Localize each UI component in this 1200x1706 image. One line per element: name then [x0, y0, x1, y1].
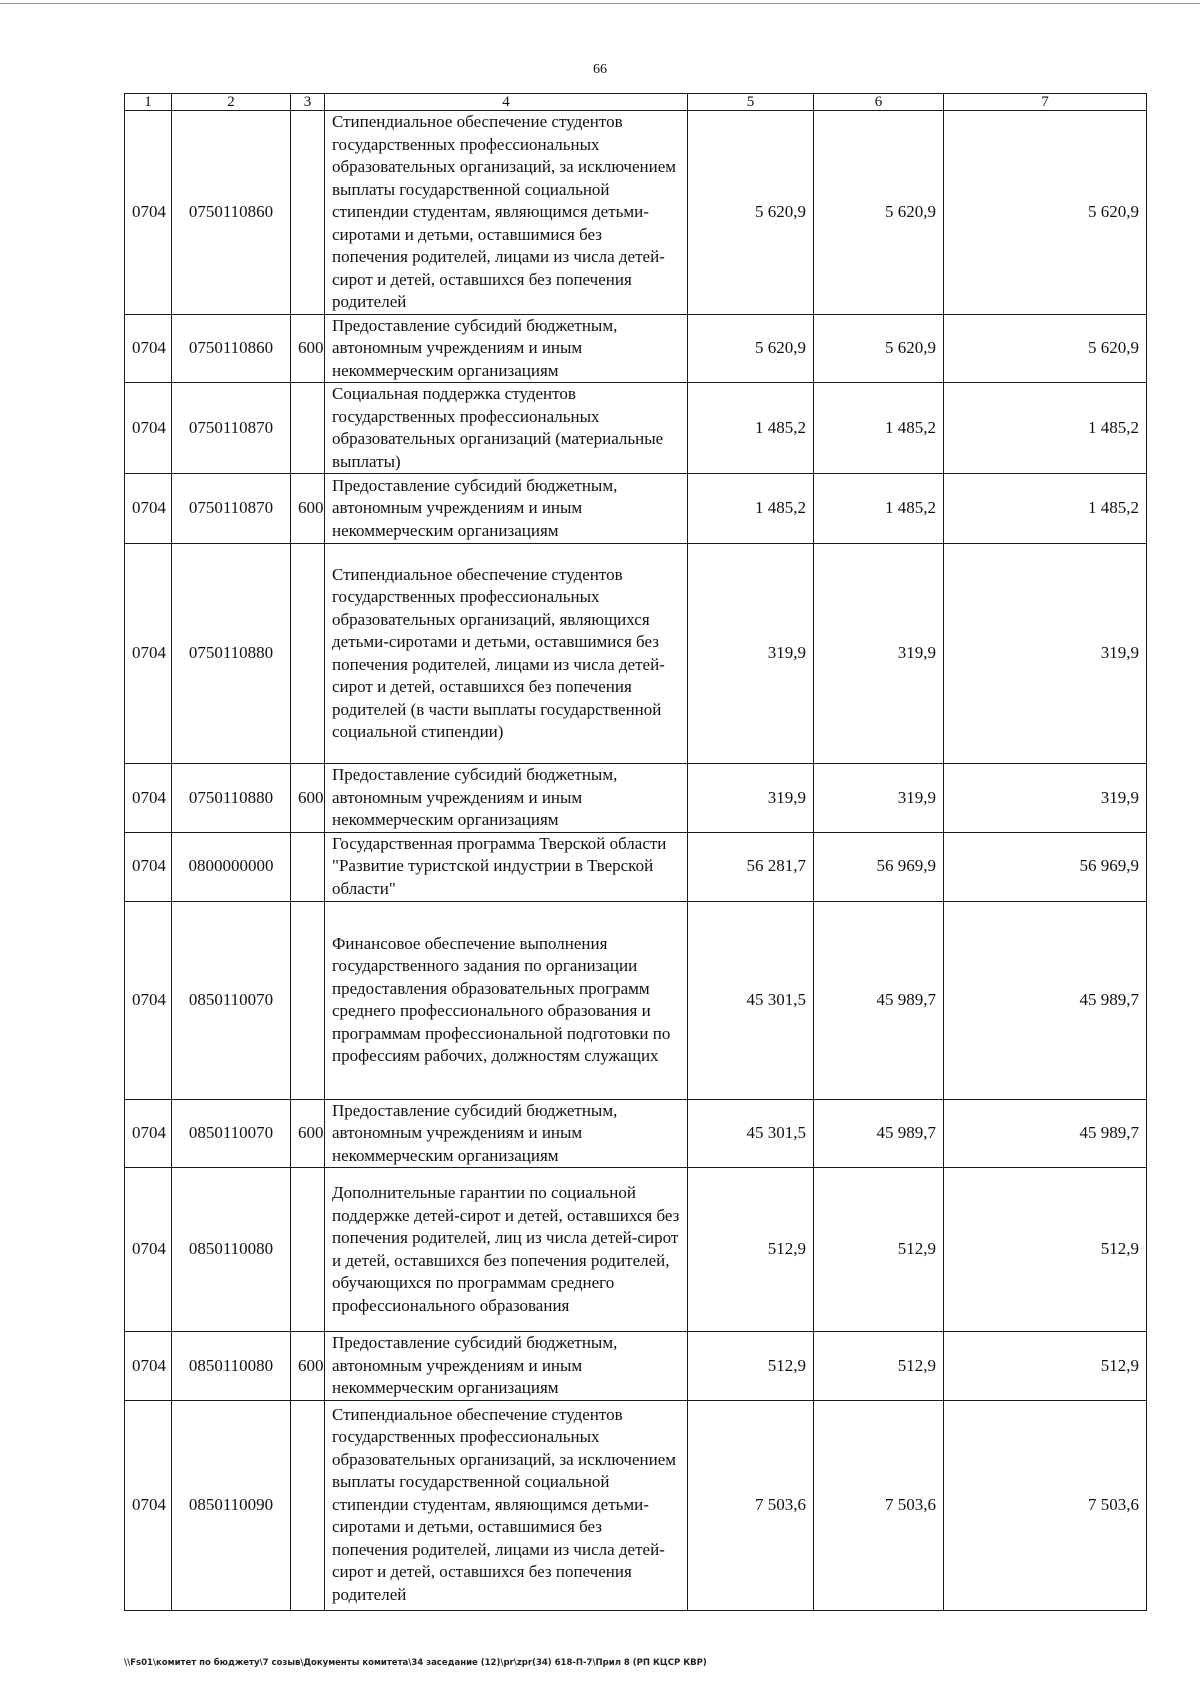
expense-name: Предоставление субсидий бюджетным, автономным учреждениям и иным некоммерческим организациям: [325, 1332, 688, 1401]
column-number: 3: [291, 94, 325, 111]
amount-col6: 319,9: [814, 544, 944, 764]
amount-col6: 7 503,6: [814, 1400, 944, 1610]
amount-col5: 5 620,9: [688, 314, 814, 383]
target-article-code: 0750110860: [172, 111, 291, 315]
section-code: 0704: [125, 544, 172, 764]
amount-col7: 1 485,2: [944, 474, 1147, 544]
amount-col5: 1 485,2: [688, 383, 814, 474]
table-row: [125, 111, 1147, 315]
amount-col7: 1 485,2: [944, 383, 1147, 474]
target-article-code: 0750110880: [172, 764, 291, 833]
expense-name: Дополнительные гарантии по социальной поддержке детей-сирот и детей, оставшихся без попечения родителей, лиц из числа детей-сирот и детей, оставшихся без попечения родителей, обучающихся по программам среднего профессионального образования: [325, 1168, 688, 1332]
amount-col5: 319,9: [688, 544, 814, 764]
amount-col7: 512,9: [944, 1332, 1147, 1401]
target-article-code: 0750110860: [172, 314, 291, 383]
section-code: 0704: [125, 1332, 172, 1401]
target-article-code: 0750110880: [172, 544, 291, 764]
footer-file-path: \\Fs01\комитет по бюджету\7 созыв\Документы комитета\34 заседание (12)\pr\zpr(34) 618-П-7\Прил 8 (РП КЦСР КВР): [124, 1658, 707, 1668]
target-article-code: 0750110870: [172, 383, 291, 474]
amount-col6: 1 485,2: [814, 474, 944, 544]
amount-col5: 45 301,5: [688, 901, 814, 1099]
table-row: [125, 1332, 1147, 1401]
amount-col7: 45 989,7: [944, 901, 1147, 1099]
amount-col6: 5 620,9: [814, 314, 944, 383]
expense-name: Предоставление субсидий бюджетным, автономным учреждениям и иным некоммерческим организациям: [325, 314, 688, 383]
section-code: 0704: [125, 1168, 172, 1332]
expense-type-code: [291, 383, 325, 474]
target-article-code: 0850110080: [172, 1168, 291, 1332]
amount-col5: 1 485,2: [688, 474, 814, 544]
target-article-code: 0850110080: [172, 1332, 291, 1401]
amount-col5: 512,9: [688, 1168, 814, 1332]
table-row: [125, 764, 1147, 833]
table-row: [125, 901, 1147, 1099]
amount-col5: 5 620,9: [688, 111, 814, 315]
section-code: 0704: [125, 1099, 172, 1168]
column-number-row: [125, 94, 1147, 111]
table-row: [125, 314, 1147, 383]
amount-col6: 1 485,2: [814, 383, 944, 474]
section-code: 0704: [125, 1400, 172, 1610]
budget-table: [124, 93, 1147, 1611]
expense-type-code: 600: [291, 314, 325, 383]
amount-col6: 45 989,7: [814, 901, 944, 1099]
expense-name: Финансовое обеспечение выполнения государственного задания по организации предоставления образовательных программ среднего профессионального образования и программам профессиональной подготовки по профессиям рабочих, должностям служащих: [325, 901, 688, 1099]
amount-col6: 5 620,9: [814, 111, 944, 315]
amount-col6: 56 969,9: [814, 832, 944, 901]
expense-type-code: [291, 832, 325, 901]
amount-col7: 319,9: [944, 764, 1147, 833]
expense-type-code: [291, 1400, 325, 1610]
expense-type-code: [291, 1168, 325, 1332]
expense-name: Стипендиальное обеспечение студентов государственных профессиональных образовательных организаций, за исключением выплаты государственной социальной стипендии студентам, являющимся детьми-сиротами и детьми, оставшимися без попечения родителей, лицами из числа детей-сирот и детей, оставшихся без попечения родителей: [325, 1400, 688, 1610]
target-article-code: 0850110090: [172, 1400, 291, 1610]
target-article-code: 0750110870: [172, 474, 291, 544]
expense-type-code: 600: [291, 1099, 325, 1168]
section-code: 0704: [125, 111, 172, 315]
top-scan-rule: [0, 3, 1200, 4]
section-code: 0704: [125, 474, 172, 544]
column-number: 2: [172, 94, 291, 111]
column-number: 4: [325, 94, 688, 111]
expense-name: Социальная поддержка студентов государственных профессиональных образовательных организаций (материальные выплаты): [325, 383, 688, 474]
expense-name: Государственная программа Тверской области "Развитие туристской индустрии в Тверской области": [325, 832, 688, 901]
expense-type-code: [291, 901, 325, 1099]
target-article-code: 0850110070: [172, 901, 291, 1099]
column-number: 6: [814, 94, 944, 111]
amount-col7: 5 620,9: [944, 314, 1147, 383]
table-row: [125, 544, 1147, 764]
column-number: 1: [125, 94, 172, 111]
expense-name: Предоставление субсидий бюджетным, автономным учреждениям и иным некоммерческим организациям: [325, 764, 688, 833]
section-code: 0704: [125, 832, 172, 901]
expense-type-code: [291, 111, 325, 315]
amount-col5: 7 503,6: [688, 1400, 814, 1610]
expense-name: Стипендиальное обеспечение студентов государственных профессиональных образовательных организаций, являющихся детьми-сиротами и детьми, оставшимися без попечения родителей, лицами из числа детей-сирот и детей, оставшихся без попечения родителей (в части выплаты государственной социальной стипендии): [325, 544, 688, 764]
section-code: 0704: [125, 764, 172, 833]
expense-type-code: 600: [291, 764, 325, 833]
table-row: [125, 1168, 1147, 1332]
column-number: 5: [688, 94, 814, 111]
table-row: [125, 383, 1147, 474]
amount-col5: 45 301,5: [688, 1099, 814, 1168]
amount-col7: 319,9: [944, 544, 1147, 764]
expense-type-code: 600: [291, 1332, 325, 1401]
expense-name: Стипендиальное обеспечение студентов государственных профессиональных образовательных организаций, за исключением выплаты государственной социальной стипендии студентам, являющимся детьми-сиротами и детьми, оставшимися без попечения родителей, лицами из числа детей-сирот и детей, оставшихся без попечения родителей: [325, 111, 688, 315]
amount-col7: 7 503,6: [944, 1400, 1147, 1610]
expense-type-code: [291, 544, 325, 764]
amount-col7: 5 620,9: [944, 111, 1147, 315]
table-row: [125, 1400, 1147, 1610]
section-code: 0704: [125, 901, 172, 1099]
amount-col6: 45 989,7: [814, 1099, 944, 1168]
amount-col6: 512,9: [814, 1168, 944, 1332]
column-number: 7: [944, 94, 1147, 111]
table-row: [125, 832, 1147, 901]
expense-name: Предоставление субсидий бюджетным, автономным учреждениям и иным некоммерческим организациям: [325, 1099, 688, 1168]
expense-name: Предоставление субсидий бюджетным, автономным учреждениям и иным некоммерческим организациям: [325, 474, 688, 544]
target-article-code: 0850110070: [172, 1099, 291, 1168]
table-row: [125, 474, 1147, 544]
page-number: 66: [593, 62, 607, 77]
expense-type-code: 600: [291, 474, 325, 544]
amount-col7: 45 989,7: [944, 1099, 1147, 1168]
table-row: [125, 1099, 1147, 1168]
target-article-code: 0800000000: [172, 832, 291, 901]
amount-col6: 319,9: [814, 764, 944, 833]
amount-col5: 56 281,7: [688, 832, 814, 901]
amount-col5: 319,9: [688, 764, 814, 833]
section-code: 0704: [125, 383, 172, 474]
amount-col6: 512,9: [814, 1332, 944, 1401]
amount-col7: 512,9: [944, 1168, 1147, 1332]
amount-col7: 56 969,9: [944, 832, 1147, 901]
amount-col5: 512,9: [688, 1332, 814, 1401]
section-code: 0704: [125, 314, 172, 383]
